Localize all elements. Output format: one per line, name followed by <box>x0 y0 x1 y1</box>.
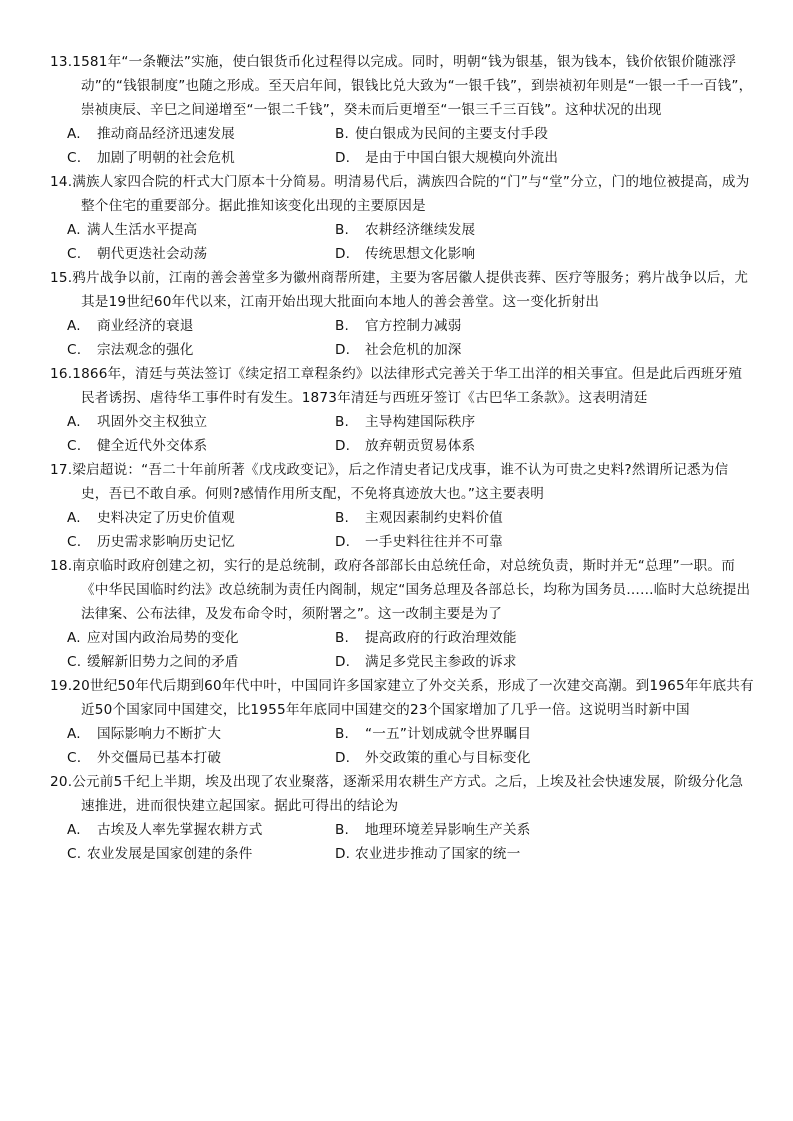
option-text: 官方控制力减弱 <box>365 318 462 334</box>
option-letter: B. <box>335 414 350 430</box>
option-d <box>335 530 755 554</box>
option-a <box>67 218 335 242</box>
option-text: 健全近代外交体系 <box>97 438 208 454</box>
option-letter: D. <box>335 534 351 550</box>
option-b <box>335 626 755 650</box>
option-letter: C. <box>67 750 82 766</box>
option-list <box>67 218 755 266</box>
option-a <box>67 314 335 338</box>
option-b <box>335 722 755 746</box>
option-letter: A. <box>67 822 81 838</box>
option-letter: A. <box>67 318 81 334</box>
option-d <box>335 434 755 458</box>
option-letter: C. <box>67 846 82 862</box>
option-text: 巩固外交主权独立 <box>97 414 208 430</box>
question-stem: 13.1581年“一条鞭法”实施，使白银货币化过程得以完成。同时，明朝“钱为银基，银为钱本，钱价依银价随涨浮动”的“钱银制度”也随之形成。至天启年间，银钱比兑大致为“一银千钱”，到崇祯初年则是“一银一千一百钱”，崇祯庚辰、辛巳之间递增至“一银二千钱”，癸未而后更增至“一银三千三百钱”。这种状况的出现 <box>50 54 753 118</box>
option-letter: A. <box>67 414 81 430</box>
option-c <box>67 338 335 362</box>
option-letter: C. <box>67 534 82 550</box>
option-letter: C. <box>67 246 82 262</box>
question-19 <box>50 674 755 770</box>
option-letter: A. <box>67 630 81 646</box>
option-a <box>67 122 335 146</box>
question-14 <box>50 170 755 266</box>
option-text: 满足多党民主参政的诉求 <box>365 654 517 670</box>
option-list <box>67 626 755 674</box>
question-stem: 16.1866年，清廷与英法签订《续定招工章程条约》以法律形式完善关于华工出洋的相关事宜。但是此后西班牙殖民者诱拐、虐待华工事件时有发生。1873年清廷与西班牙签订《古巴华工条款》。这表明清廷 <box>50 366 743 406</box>
option-letter: C. <box>67 150 82 166</box>
option-letter: B. <box>335 510 350 526</box>
option-b <box>335 218 755 242</box>
option-text: 外交政策的重心与目标变化 <box>365 750 531 766</box>
question-stem: 20.公元前5千纪上半期，埃及出现了农业聚落，逐渐采用农耕生产方式。之后，上埃及社会快速发展，阶级分化急速推进，进而很快建立起国家。据此可得出的结论为 <box>50 774 744 814</box>
question-15 <box>50 266 755 362</box>
option-letter: A. <box>67 126 81 142</box>
question-16 <box>50 362 755 458</box>
option-a <box>67 506 335 530</box>
option-letter: D. <box>335 342 351 358</box>
option-d <box>335 746 755 770</box>
option-letter: D. <box>335 846 351 862</box>
option-letter: B. <box>335 126 350 142</box>
question-20 <box>50 770 755 866</box>
question-stem: 19.20世纪50年代后期到60年代中叶，中国同许多国家建立了外交关系，形成了一次建交高潮。到1965年年底共有近50个国家同中国建交，比1955年年底同中国建交的23个国家增加了几乎一倍。这说明当时新中国 <box>50 678 754 718</box>
option-d <box>335 842 755 866</box>
option-text: 主观因素制约史料价值 <box>365 510 503 526</box>
option-letter: C. <box>67 654 82 670</box>
option-text: 商业经济的衰退 <box>97 318 194 334</box>
question-stem: 14.满族人家四合院的杆式大门原本十分简易。明清易代后，满族四合院的“门”与“堂”分立，门的地位被提高，成为整个住宅的重要部分。据此推知该变化出现的主要原因是 <box>50 174 750 214</box>
question-18 <box>50 554 755 674</box>
option-letter: D. <box>335 750 351 766</box>
option-list <box>67 314 755 362</box>
option-a <box>67 722 335 746</box>
option-text: 加剧了明朝的社会危机 <box>97 150 235 166</box>
option-text: 放弃朝贡贸易体系 <box>365 438 476 454</box>
question-stem: 18.南京临时政府创建之初，实行的是总统制，政府各部部长由总统任命，对总统负责，斯时并无“总理”一职。而《中华民国临时约法》改总统制为责任内阁制，规定“国务总理及各部总长，均称为国务员……临时大总统提出法律案、公布法律，及发布命令时，须附署之”。这一改制主要是为了 <box>50 558 751 622</box>
question-13 <box>50 50 755 170</box>
option-letter: C. <box>67 438 82 454</box>
option-text: 传统思想文化影响 <box>365 246 476 262</box>
option-c <box>67 746 335 770</box>
option-letter: B. <box>335 222 350 238</box>
option-list <box>67 818 755 866</box>
question-stem: 17.梁启超说：“吾二十年前所著《戊戌政变记》，后之作清史者记戊戌事，谁不认为可贵之史料?然谓所记悉为信史，吾已不敢自承。何则?感情作用所支配，不免将真迹放大也。”这主要表明 <box>50 462 729 502</box>
option-letter: B. <box>335 630 350 646</box>
option-text: 外交僵局已基本打破 <box>97 750 222 766</box>
option-text: 提高政府的行政治理效能 <box>365 630 517 646</box>
exam-page <box>50 50 755 866</box>
option-a <box>67 818 335 842</box>
option-d <box>335 242 755 266</box>
option-c <box>67 530 335 554</box>
option-letter: A. <box>67 222 81 238</box>
option-b <box>335 818 755 842</box>
option-letter: B. <box>335 318 350 334</box>
option-c <box>67 242 335 266</box>
option-a <box>67 626 335 650</box>
option-letter: D. <box>335 150 351 166</box>
option-c <box>67 842 335 866</box>
option-c <box>67 146 335 170</box>
option-letter: C. <box>67 342 82 358</box>
option-text: 地理环境差异影响生产关系 <box>365 822 531 838</box>
option-text: 满人生活水平提高 <box>87 222 198 238</box>
option-list <box>67 410 755 458</box>
option-d <box>335 146 755 170</box>
option-c <box>67 434 335 458</box>
option-b <box>335 506 755 530</box>
option-d <box>335 338 755 362</box>
option-d <box>335 650 755 674</box>
option-letter: D. <box>335 246 351 262</box>
option-list <box>67 122 755 170</box>
option-text: 社会危机的加深 <box>365 342 462 358</box>
option-text: 推动商品经济迅速发展 <box>97 126 235 142</box>
option-text: 一手史料往往并不可靠 <box>365 534 503 550</box>
option-letter: B. <box>335 822 350 838</box>
option-text: 古埃及人率先掌握农耕方式 <box>97 822 263 838</box>
option-list <box>67 722 755 770</box>
option-b <box>335 410 755 434</box>
option-text: 史料决定了历史价值观 <box>97 510 235 526</box>
option-letter: A. <box>67 726 81 742</box>
option-letter: A. <box>67 510 81 526</box>
option-text: 使白银成为民间的主要支付手段 <box>355 126 549 142</box>
question-17 <box>50 458 755 554</box>
option-b <box>335 314 755 338</box>
option-a <box>67 410 335 434</box>
option-list <box>67 506 755 554</box>
option-text: 农业发展是国家创建的条件 <box>87 846 253 862</box>
option-b <box>335 122 755 146</box>
option-text: 应对国内政治局势的变化 <box>87 630 239 646</box>
option-text: 农耕经济继续发展 <box>365 222 476 238</box>
option-text: 缓解新旧势力之间的矛盾 <box>87 654 239 670</box>
option-text: 历史需求影响历史记忆 <box>97 534 235 550</box>
option-text: 国际影响力不断扩大 <box>97 726 222 742</box>
option-text: 农业进步推动了国家的统一 <box>355 846 521 862</box>
option-text: 宗法观念的强化 <box>97 342 194 358</box>
option-letter: B. <box>335 726 350 742</box>
option-text: 是由于中国白银大规模向外流出 <box>365 150 559 166</box>
option-text: “一五”计划成就令世界瞩目 <box>365 726 532 742</box>
option-text: 主导构建国际秩序 <box>365 414 476 430</box>
option-letter: D. <box>335 654 351 670</box>
option-text: 朝代更迭社会动荡 <box>97 246 208 262</box>
option-c <box>67 650 335 674</box>
option-letter: D. <box>335 438 351 454</box>
question-stem: 15.鸦片战争以前，江南的善会善堂多为徽州商帮所建，主要为客居徽人提供丧葬、医疗等服务；鸦片战争以后，尤其是19世纪60年代以来，江南开始出现大批面向本地人的善会善堂。这一变化折射出 <box>50 270 749 310</box>
